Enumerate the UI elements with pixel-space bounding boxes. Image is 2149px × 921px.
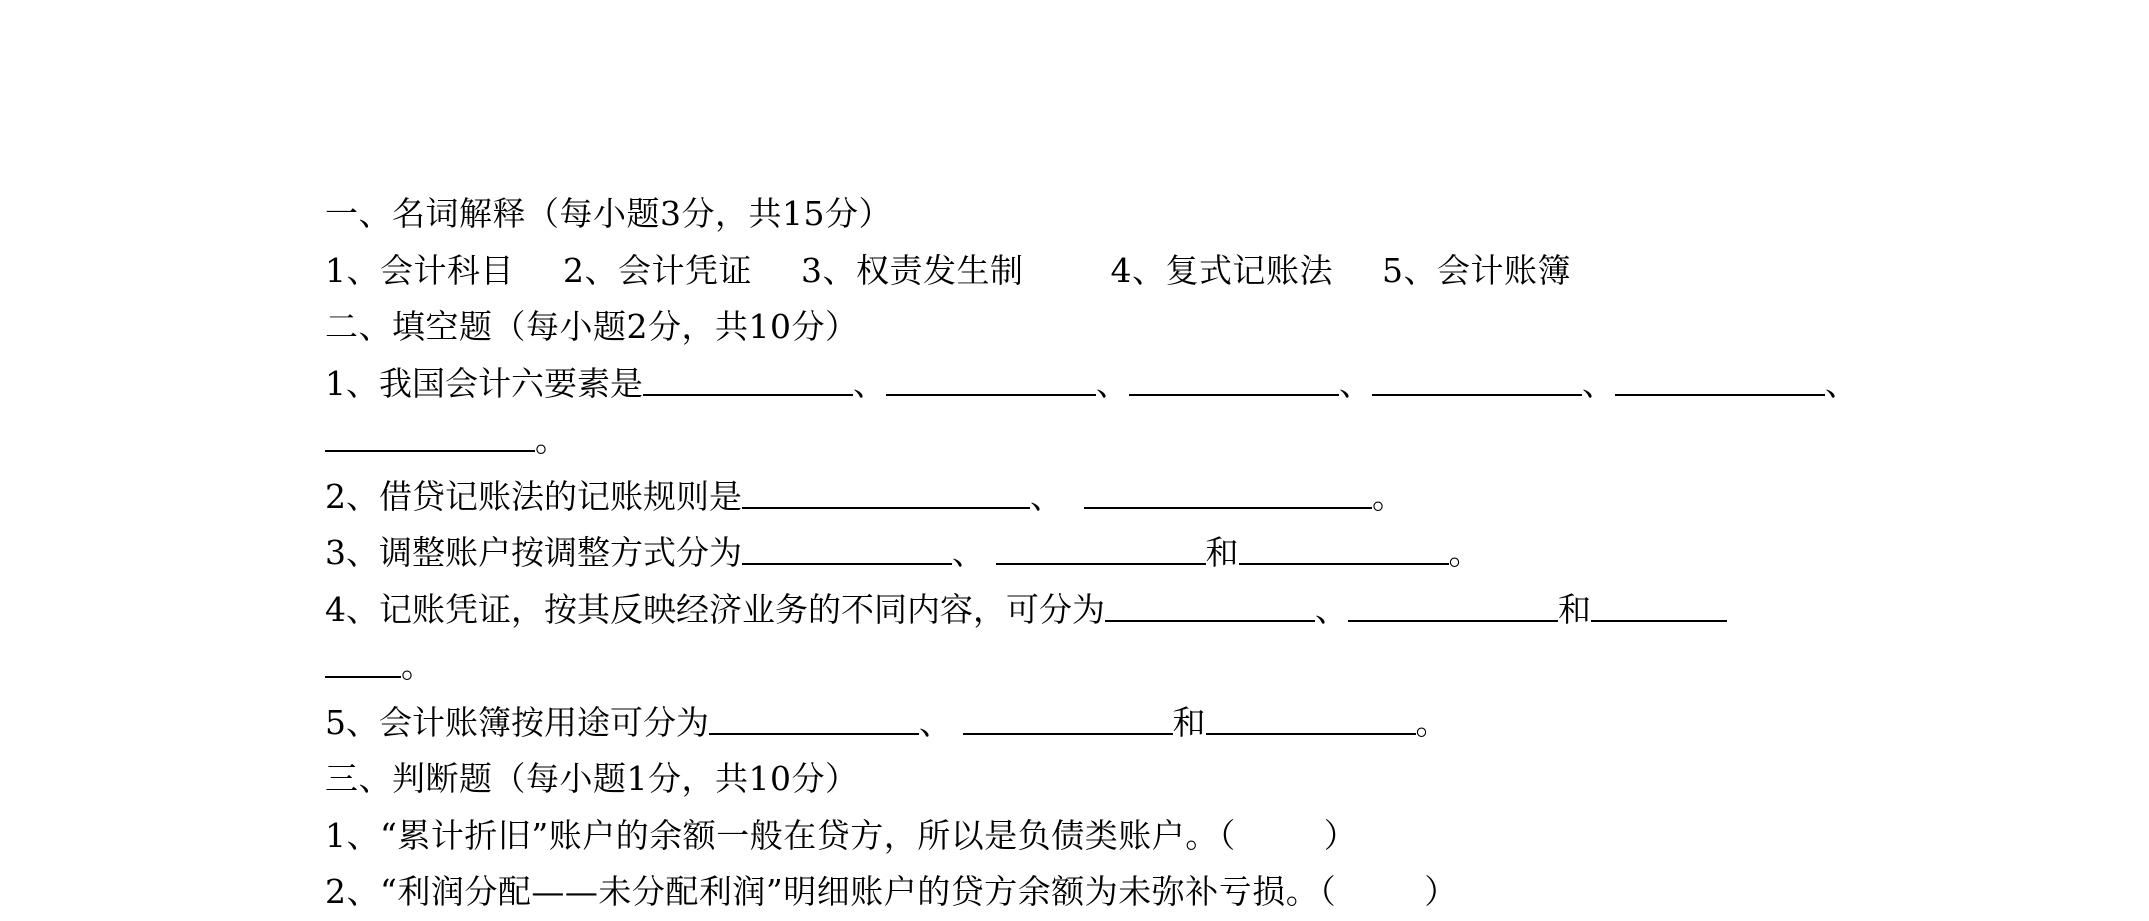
- separator: 、: [1315, 589, 1348, 629]
- answer-blank[interactable]: [1348, 620, 1558, 622]
- separator: 、: [1339, 363, 1372, 403]
- end-mark: 。: [1448, 533, 1482, 572]
- answer-blank[interactable]: [963, 733, 1173, 735]
- and-word: 和: [1558, 589, 1591, 629]
- answer-blank[interactable]: [1372, 394, 1582, 396]
- end-mark: 。: [535, 420, 568, 459]
- close-paren: ）: [1424, 872, 1458, 911]
- answer-blank[interactable]: [742, 563, 952, 565]
- fill-q2-text: 2、借贷记账法的记账规则是: [325, 476, 742, 516]
- separator: 、: [952, 533, 985, 572]
- fill-question-5: [325, 695, 2125, 752]
- separator: 、: [1582, 363, 1615, 403]
- answer-blank[interactable]: [1129, 394, 1339, 396]
- end-mark: 。: [1371, 476, 1405, 516]
- end-mark: 。: [1415, 702, 1449, 742]
- answer-blank[interactable]: [325, 450, 535, 452]
- end-mark: 。: [401, 646, 434, 685]
- section1-terms: [325, 243, 2125, 300]
- answer-blank[interactable]: [1206, 733, 1416, 735]
- fill-question-4-cont: [325, 638, 2125, 695]
- answer-blank[interactable]: [1239, 563, 1449, 565]
- answer-blank[interactable]: [709, 733, 919, 735]
- fill-q4-text: 4、记账凭证，按其反映经济业务的不同内容，可分为: [325, 589, 1105, 629]
- separator: 、: [1030, 476, 1063, 516]
- answer-blank[interactable]: [1615, 394, 1825, 396]
- judge-question-2: [325, 864, 2125, 921]
- term-4: 4、复式记账法: [1110, 250, 1333, 290]
- answer-blank[interactable]: [886, 394, 1096, 396]
- fill-question-1: [325, 356, 2125, 413]
- term-1: 1、会计科目: [325, 250, 514, 290]
- section1-heading: 一、名词解释（每小题3分，共15分）: [325, 194, 892, 233]
- fill-q3-text: 3、调整账户按调整方式分为: [325, 533, 742, 572]
- close-paren: ）: [1323, 815, 1358, 855]
- and-word: 和: [1172, 702, 1206, 742]
- fill-question-2: [325, 469, 2125, 526]
- fill-question-1-cont: [325, 412, 2125, 469]
- fill-q5-text: 5、会计账簿按用途可分为: [325, 702, 709, 742]
- term-5: 5、会计账簿: [1382, 250, 1571, 290]
- term-2: 2、会计凭证: [563, 250, 752, 290]
- separator: 、: [1825, 363, 1858, 403]
- judge-question-1: [325, 808, 2125, 865]
- answer-blank[interactable]: [1105, 620, 1315, 622]
- answer-blank[interactable]: [1591, 620, 1727, 622]
- judge-q1-text: 1、“累计折旧”账户的余额一般在贷方，所以是负债类账户。（: [325, 815, 1236, 855]
- section2-heading: 二、填空题（每小题2分，共10分）: [325, 307, 859, 346]
- fill-question-3: [325, 525, 2125, 582]
- exam-page: [325, 186, 2125, 921]
- fill-question-4: [325, 582, 2125, 639]
- section3-heading: 三、判断题（每小题1分，共10分）: [325, 759, 859, 798]
- answer-blank[interactable]: [1084, 507, 1372, 509]
- judge-q2-text: 2、“利润分配——未分配利润”明细账户的贷方余额为未弥补亏损。（: [325, 872, 1337, 911]
- answer-blank[interactable]: [742, 507, 1030, 509]
- answer-blank[interactable]: [996, 563, 1206, 565]
- and-word: 和: [1205, 533, 1239, 572]
- separator: 、: [853, 363, 886, 403]
- answer-blank[interactable]: [643, 394, 853, 396]
- term-3: 3、权责发生制: [801, 250, 1024, 290]
- separator: 、: [1096, 363, 1129, 403]
- fill-q1-text: 1、我国会计六要素是: [325, 363, 643, 403]
- separator: 、: [919, 702, 952, 742]
- answer-blank[interactable]: [325, 676, 401, 678]
